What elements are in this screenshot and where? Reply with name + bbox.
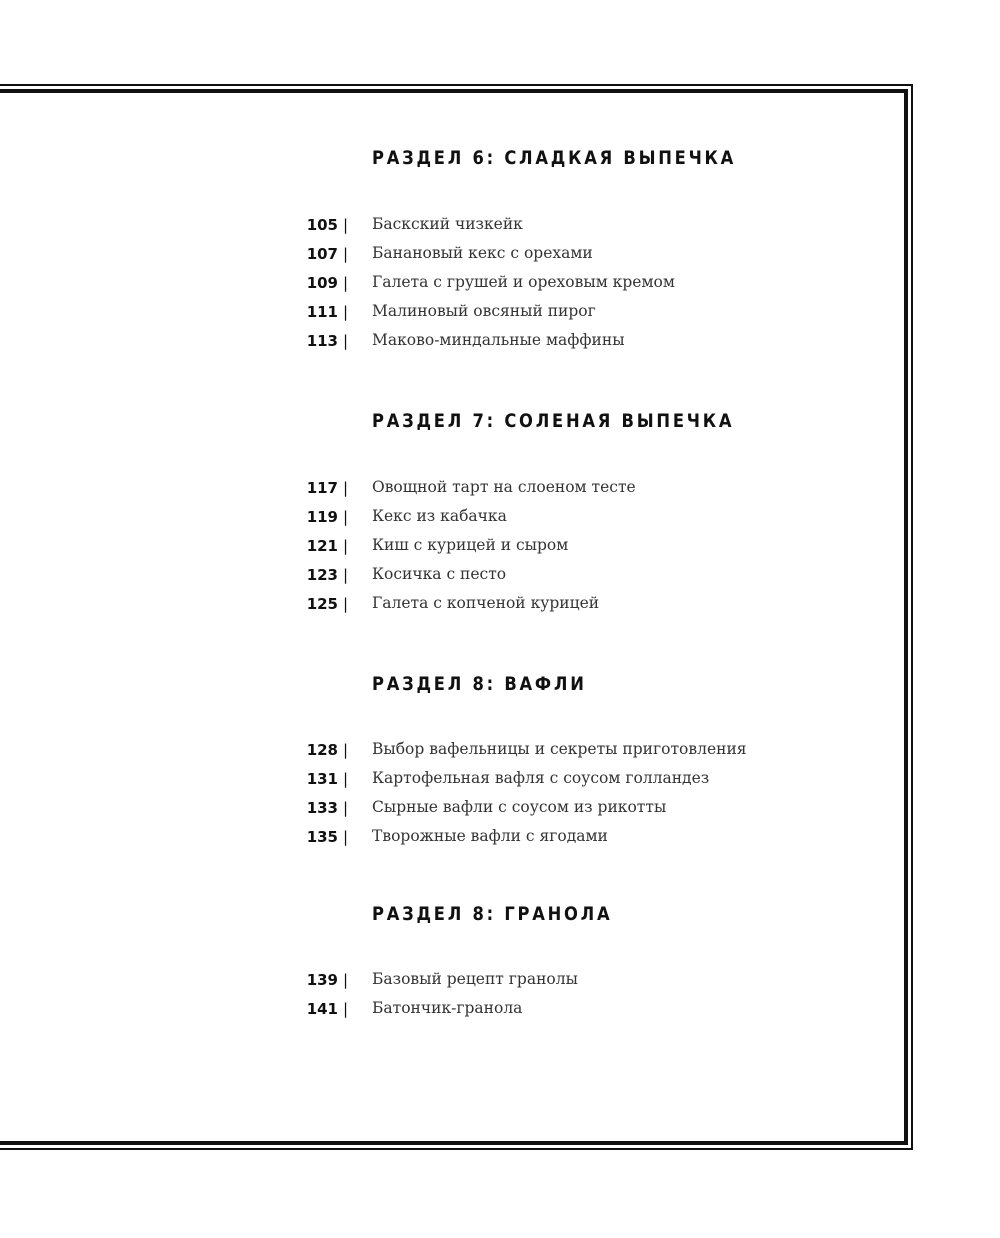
toc-entry[interactable] <box>0 797 1000 826</box>
toc-entry[interactable] <box>0 768 1000 797</box>
separator: | <box>343 828 349 846</box>
separator: | <box>343 479 349 497</box>
toc-list <box>0 477 1000 622</box>
toc-entry[interactable] <box>0 243 1000 272</box>
page-number: 123 <box>306 566 338 584</box>
separator: | <box>343 741 349 759</box>
toc-entry[interactable] <box>0 535 1000 564</box>
separator: | <box>343 216 349 234</box>
page-number: 105 <box>306 216 338 234</box>
entry-title: Банановый кекс с орехами <box>372 244 593 262</box>
entry-title: Сырные вафли с соусом из рикотты <box>372 798 667 816</box>
toc-list <box>0 214 1000 359</box>
entry-title: Базовый рецепт гранолы <box>372 970 578 988</box>
separator: | <box>343 537 349 555</box>
entry-title: Маково-миндальные маффины <box>372 331 625 349</box>
section-title: РАЗДЕЛ 6: СЛАДКАЯ ВЫПЕЧКА <box>372 147 737 169</box>
toc-entry[interactable] <box>0 739 1000 768</box>
separator: | <box>343 274 349 292</box>
toc-entry[interactable] <box>0 272 1000 301</box>
separator: | <box>343 799 349 817</box>
toc-entry[interactable] <box>0 506 1000 535</box>
page-number: 117 <box>306 479 338 497</box>
page-number: 111 <box>306 303 338 321</box>
section-title: РАЗДЕЛ 7: СОЛЕНАЯ ВЫПЕЧКА <box>372 410 735 432</box>
toc-entry[interactable] <box>0 998 1000 1027</box>
page-number: 107 <box>306 245 338 263</box>
entry-title: Картофельная вафля с соусом голландез <box>372 769 710 787</box>
section-title: РАЗДЕЛ 8: ВАФЛИ <box>372 673 587 695</box>
toc-entry[interactable] <box>0 969 1000 998</box>
entry-title: Выбор вафельницы и секреты приготовления <box>372 740 747 758</box>
toc-entry[interactable] <box>0 477 1000 506</box>
toc-entry[interactable] <box>0 826 1000 855</box>
page-number: 133 <box>306 799 338 817</box>
entry-title: Галета с грушей и ореховым кремом <box>372 273 675 291</box>
entry-title: Галета с копченой курицей <box>372 594 600 612</box>
entry-title: Малиновый овсяный пирог <box>372 302 596 320</box>
separator: | <box>343 566 349 584</box>
separator: | <box>343 1000 349 1018</box>
toc-entry[interactable] <box>0 214 1000 243</box>
page-number: 125 <box>306 595 338 613</box>
toc-entry[interactable] <box>0 593 1000 622</box>
toc-entry[interactable] <box>0 301 1000 330</box>
entry-title: Баскский чизкейк <box>372 215 523 233</box>
separator: | <box>343 245 349 263</box>
separator: | <box>343 595 349 613</box>
toc-entry[interactable] <box>0 564 1000 593</box>
separator: | <box>343 508 349 526</box>
separator: | <box>343 332 349 350</box>
entry-title: Творожные вафли с ягодами <box>372 827 608 845</box>
toc-list <box>0 739 1000 855</box>
page-number: 113 <box>306 332 338 350</box>
page-number: 109 <box>306 274 338 292</box>
page-number: 131 <box>306 770 338 788</box>
page-number: 128 <box>306 741 338 759</box>
page-number: 139 <box>306 971 338 989</box>
entry-title: Косичка с песто <box>372 565 507 583</box>
entry-title: Батончик-гранола <box>372 999 523 1017</box>
section-title: РАЗДЕЛ 8: ГРАНОЛА <box>372 903 613 925</box>
separator: | <box>343 303 349 321</box>
page-number: 135 <box>306 828 338 846</box>
page-number: 119 <box>306 508 338 526</box>
page-number: 121 <box>306 537 338 555</box>
separator: | <box>343 971 349 989</box>
toc-entry[interactable] <box>0 330 1000 359</box>
entry-title: Кекс из кабачка <box>372 507 507 525</box>
page-number: 141 <box>306 1000 338 1018</box>
entry-title: Овощной тарт на слоеном тесте <box>372 478 636 496</box>
separator: | <box>343 770 349 788</box>
entry-title: Киш с курицей и сыром <box>372 536 569 554</box>
toc-list <box>0 969 1000 1027</box>
